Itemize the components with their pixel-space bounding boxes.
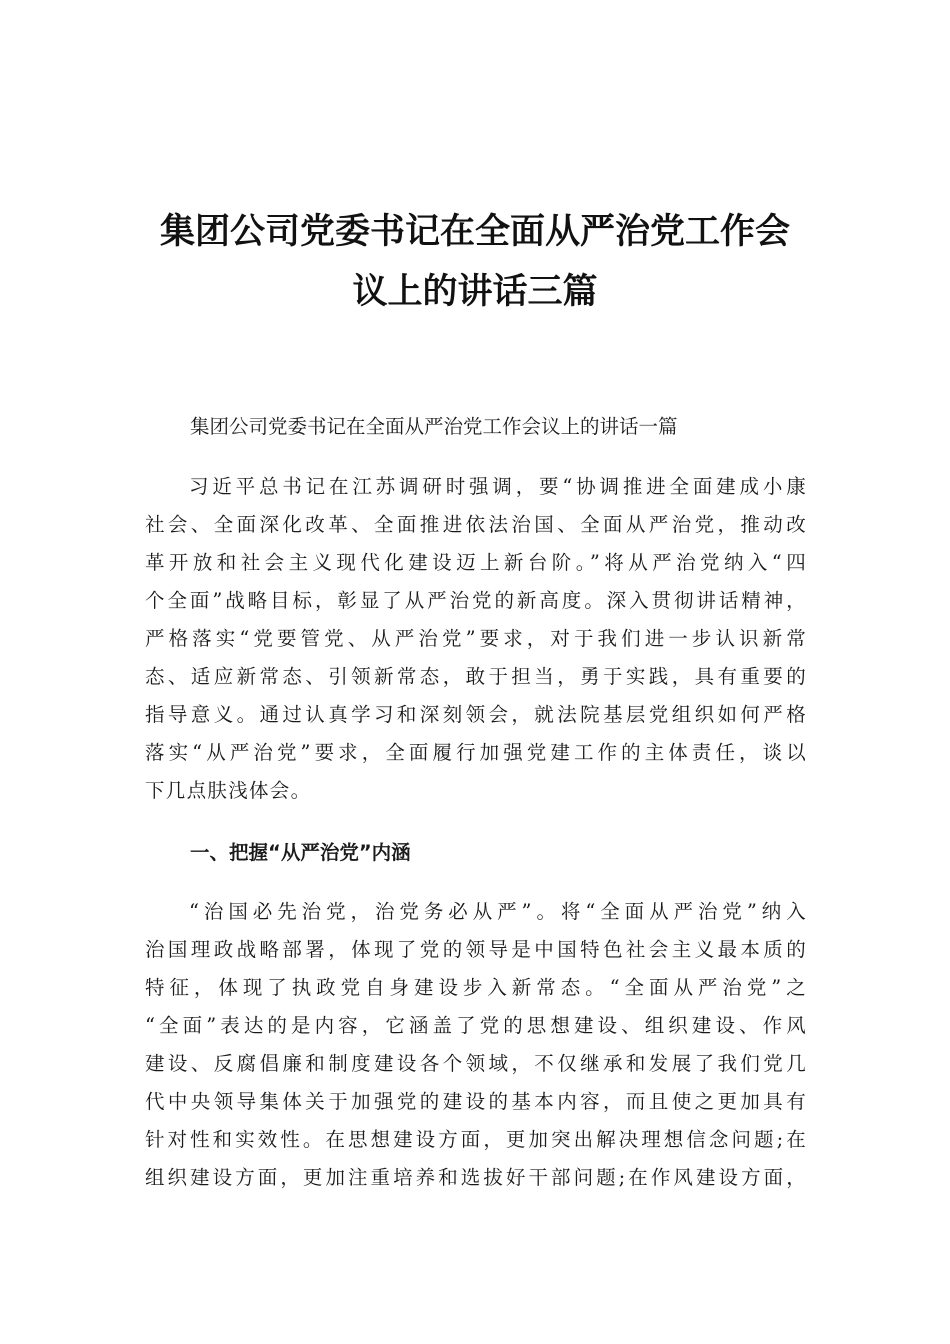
paragraph-1-line: 严格落实“党要管党、从严治党”要求，对于我们进一步认识新常 xyxy=(145,627,807,650)
title-line-1: 集团公司党委书记在全面从严治党工作会 xyxy=(159,212,790,252)
speech-subtitle: 集团公司党委书记在全面从严治党工作会议上的讲话一篇 xyxy=(190,415,678,438)
paragraph-1 xyxy=(145,468,807,810)
paragraph-2-line: 建设、反腐倡廉和制度建设各个领域，不仅继承和发展了我们党几 xyxy=(145,1052,807,1075)
paragraph-2-line: 针对性和实效性。在思想建设方面，更加突出解决理想信念问题;在 xyxy=(145,1128,807,1151)
paragraph-1-line: 革开放和社会主义现代化建设迈上新台阶。”将从严治党纳入“四 xyxy=(145,551,807,574)
paragraph-1-line: 习近平总书记在江苏调研时强调，要“协调推进全面建成小康 xyxy=(189,475,807,498)
paragraph-1-line: 指导意义。通过认真学习和深刻领会，就法院基层党组织如何严格 xyxy=(145,703,807,726)
section-heading-1: 一、把握“从严治党”内涵 xyxy=(190,841,411,864)
paragraph-1-line: 社会、全面深化改革、全面推进依法治国、全面从严治党，推动改 xyxy=(145,513,807,536)
paragraph-2-line: 组织建设方面，更加注重培养和选拔好干部问题;在作风建设方面， xyxy=(145,1166,807,1189)
paragraph-2-line: 代中央领导集体关于加强党的建设的基本内容，而且使之更加具有 xyxy=(145,1090,807,1113)
paragraph-1-line: 态、适应新常态、引领新常态，敢于担当，勇于实践，具有重要的 xyxy=(145,665,807,688)
paragraph-1-line: 个全面”战略目标，彰显了从严治党的新高度。深入贯彻讲话精神， xyxy=(145,589,807,612)
paragraph-2-line: 特征，体现了执政党自身建设步入新常态。“全面从严治党”之 xyxy=(145,976,807,999)
paragraph-1-line: 落实“从严治党”要求，全面履行加强党建工作的主体责任，谈以 xyxy=(145,741,807,764)
title-line-2: 议上的讲话三篇 xyxy=(352,272,598,312)
paragraph-1-line: 下几点肤浅体会。 xyxy=(145,779,312,802)
paragraph-2-line: “治国必先治党，治党务必从严”。将“全面从严治党”纳入 xyxy=(189,900,807,923)
paragraph-2-line: “全面”表达的是内容，它涵盖了党的思想建设、组织建设、作风 xyxy=(145,1014,807,1037)
paragraph-2 xyxy=(145,893,807,1197)
paragraph-2-line: 治国理政战略部署，体现了党的领导是中国特色社会主义最本质的 xyxy=(145,938,807,961)
document-title xyxy=(100,202,850,322)
